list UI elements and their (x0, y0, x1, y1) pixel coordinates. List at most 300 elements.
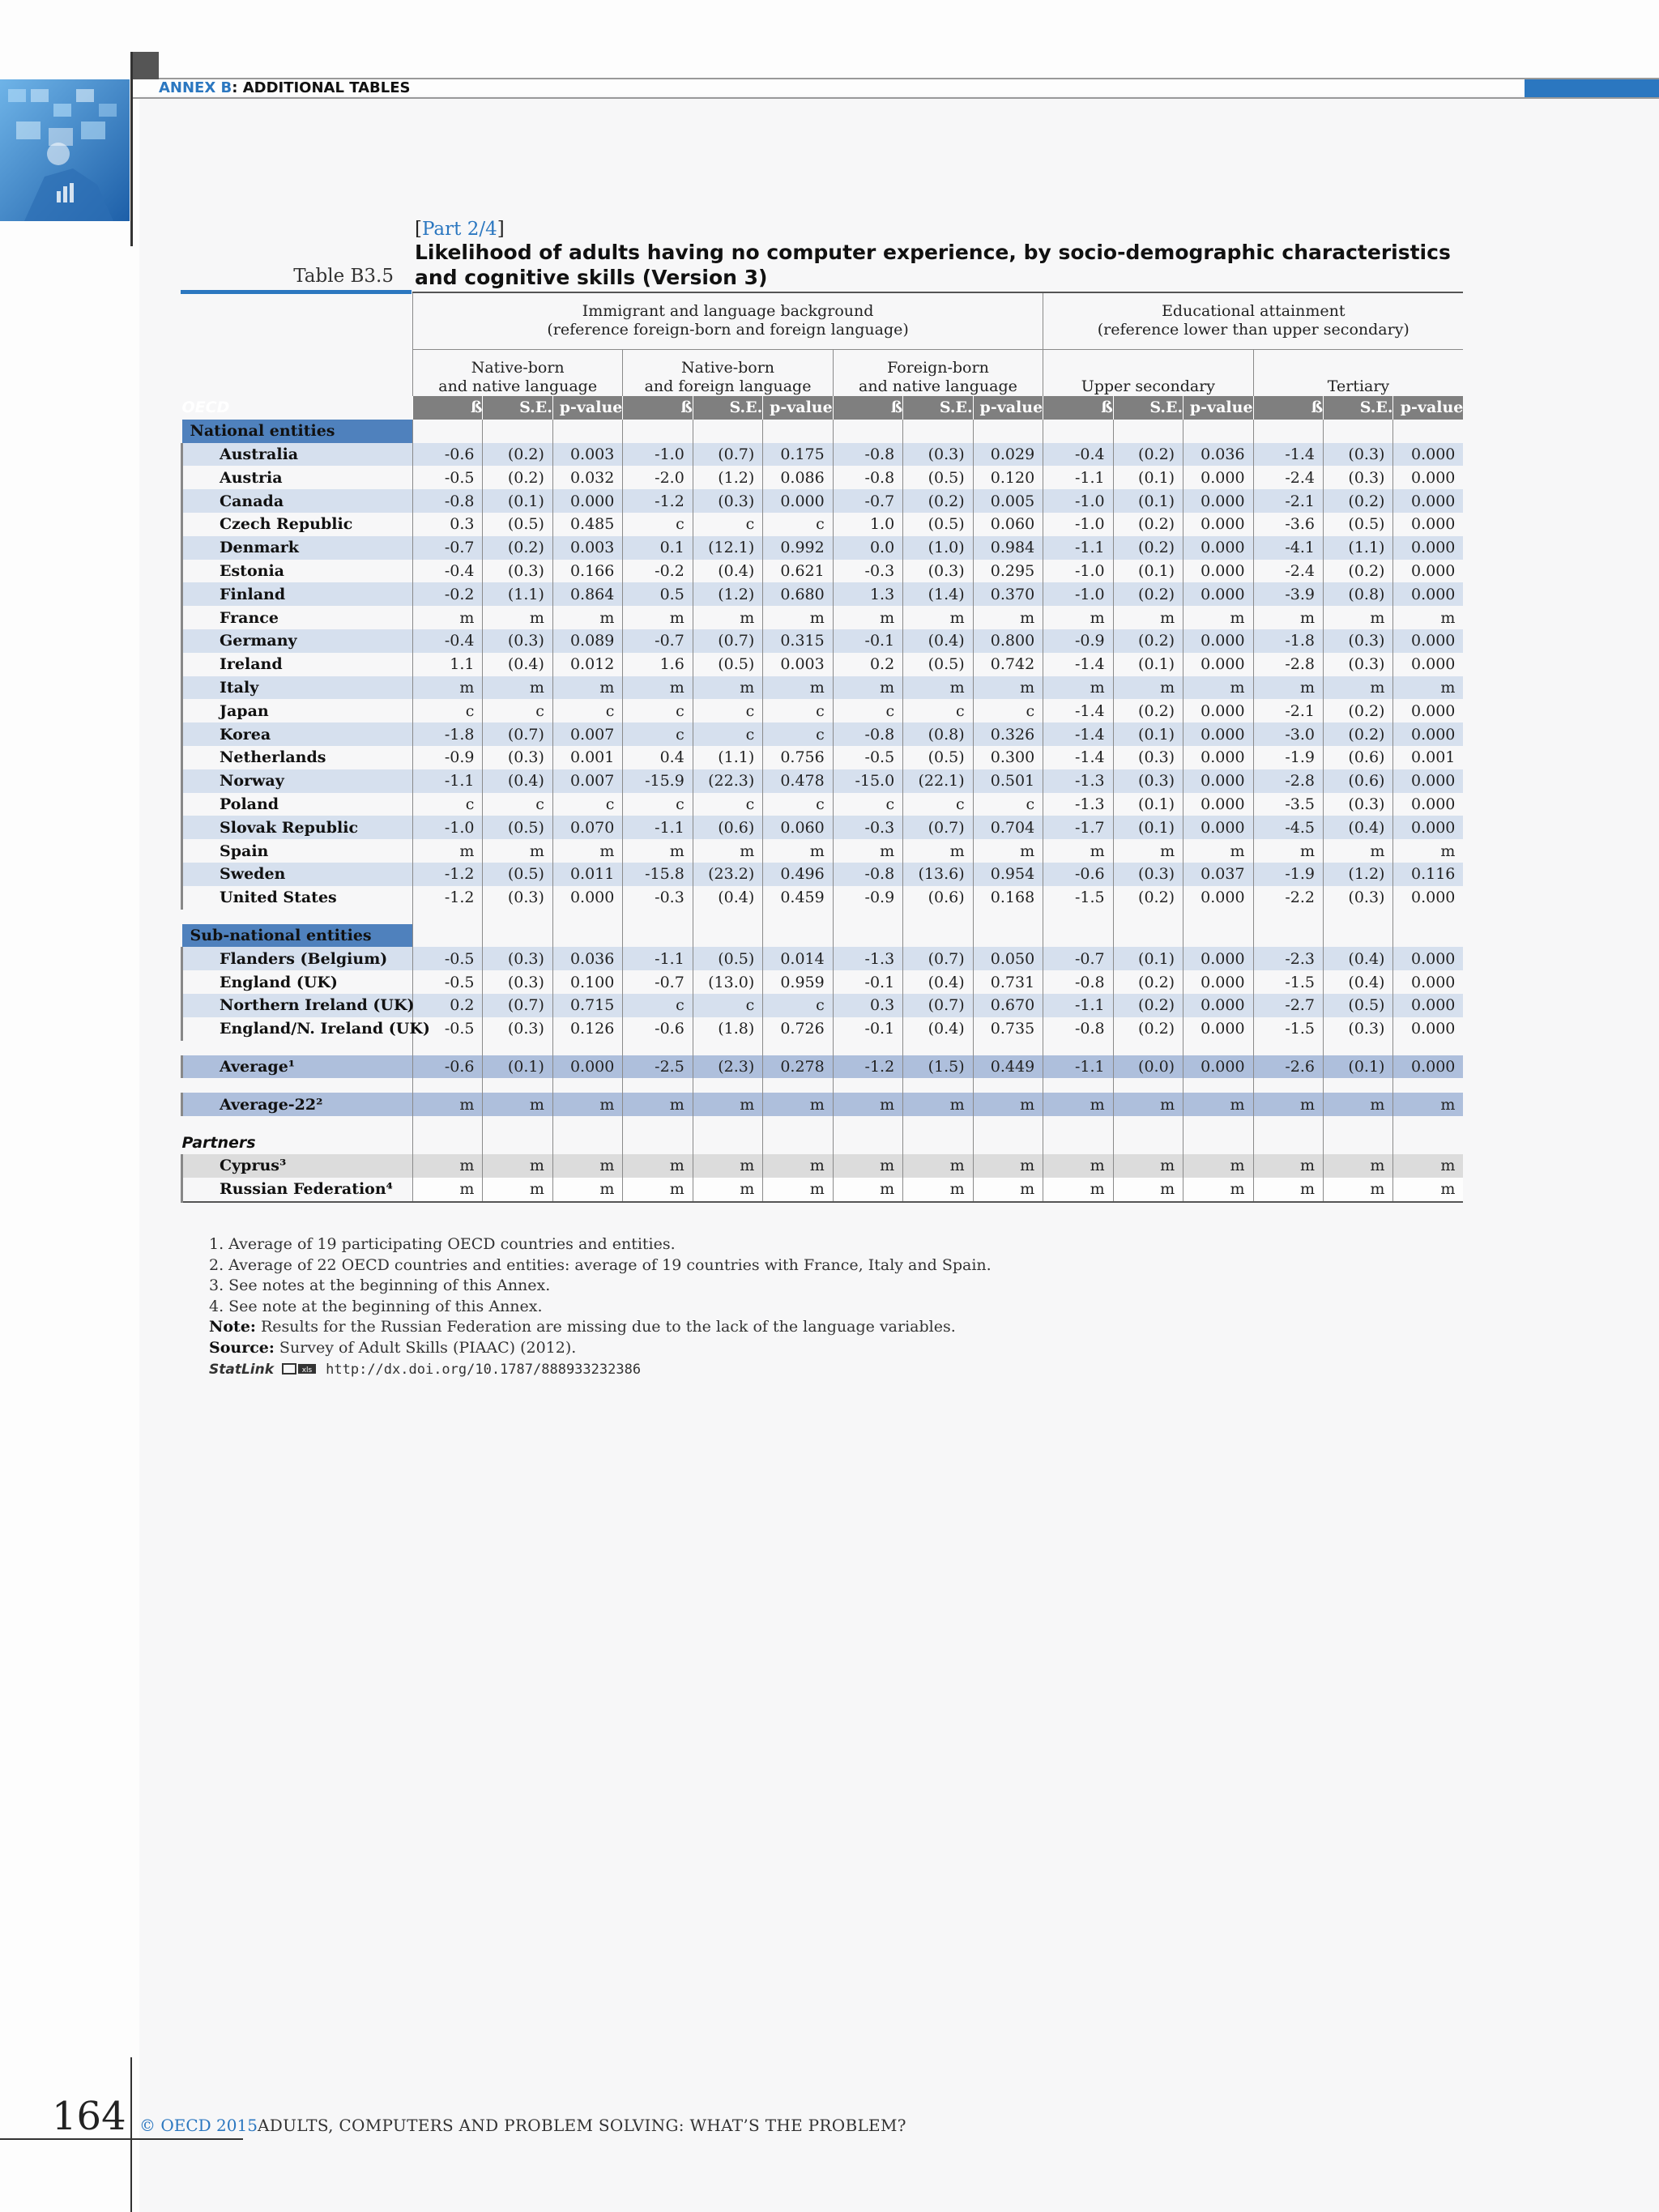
empty-cell (1253, 1131, 1323, 1154)
data-cell: m (1393, 1154, 1463, 1178)
data-cell: 0.000 (1183, 489, 1253, 513)
data-cell: (1.2) (1324, 863, 1393, 886)
data-cell: (0.2) (1324, 560, 1393, 583)
empty-cell (1113, 420, 1183, 443)
data-cell: (0.5) (483, 863, 552, 886)
column-header-se: S.E. (903, 396, 973, 420)
data-cell: 0.315 (763, 629, 833, 653)
subgroup-native-native (413, 349, 623, 396)
data-cell: 0.000 (1393, 536, 1463, 560)
data-cell: m (973, 839, 1043, 863)
data-cell: m (1253, 1178, 1323, 1202)
data-cell: -0.5 (833, 746, 902, 769)
data-cell: (1.2) (693, 466, 762, 489)
data-cell: 0.000 (1393, 1017, 1463, 1041)
spacer-cell (693, 910, 762, 924)
empty-cell (693, 1131, 762, 1154)
data-cell: m (1183, 1178, 1253, 1202)
spacer-cell (1253, 910, 1323, 924)
table-row (182, 1154, 1464, 1178)
empty-cell (623, 420, 693, 443)
data-cell: m (1393, 1093, 1463, 1116)
data-cell: 0.007 (552, 722, 622, 746)
data-cell: -1.5 (1043, 886, 1113, 910)
table-row (182, 676, 1464, 700)
spacer-cell (1253, 1078, 1323, 1093)
data-cell: 0.000 (552, 1055, 622, 1079)
table-row (182, 947, 1464, 970)
spacer-cell (693, 1078, 762, 1093)
data-cell: 0.000 (763, 489, 833, 513)
table-row (182, 443, 1464, 467)
data-cell: -0.8 (833, 466, 902, 489)
spacer-cell (413, 910, 483, 924)
data-cell: 0.000 (1183, 994, 1253, 1017)
data-cell: (0.8) (903, 722, 973, 746)
data-cell: 0.036 (552, 947, 622, 970)
column-header-beta: ß (833, 396, 902, 420)
data-cell: (0.5) (1324, 994, 1393, 1017)
data-cell: 0.954 (973, 863, 1043, 886)
data-cell: 0.959 (763, 970, 833, 994)
data-cell: c (552, 793, 622, 816)
data-cell: (0.1) (483, 1055, 552, 1079)
data-cell: c (903, 699, 973, 722)
empty-cell (483, 420, 552, 443)
data-cell: 0.116 (1393, 863, 1463, 886)
table-row (182, 1055, 1464, 1079)
data-cell: -2.4 (1253, 466, 1323, 489)
data-cell: -0.1 (833, 970, 902, 994)
empty-cell (1393, 924, 1463, 948)
statlink-url[interactable]: http://dx.doi.org/10.1787/888933232386 (326, 1361, 642, 1378)
data-cell: 0.000 (1183, 629, 1253, 653)
data-cell: (13.6) (903, 863, 973, 886)
data-cell: 0.060 (763, 816, 833, 839)
spacer-cell (1183, 910, 1253, 924)
data-cell: m (623, 839, 693, 863)
data-cell: 0.012 (552, 653, 622, 676)
spacer-cell (623, 1078, 693, 1093)
data-cell: m (483, 606, 552, 629)
table-row (182, 699, 1464, 722)
data-cell: (0.3) (483, 746, 552, 769)
spacer-cell (1393, 1041, 1463, 1055)
note-text: Results for the Russian Federation are missing due to the lack of the language variables. (255, 1318, 956, 1336)
empty-cell (1393, 420, 1463, 443)
page-number: 164 (52, 2094, 126, 2139)
data-cell: c (903, 793, 973, 816)
data-cell: m (763, 676, 833, 700)
note-4: 4. See note at the beginning of this Annex. (209, 1297, 543, 1315)
data-cell: -1.1 (1043, 536, 1113, 560)
data-cell: (22.1) (903, 769, 973, 793)
data-cell: -0.8 (1043, 1017, 1113, 1041)
data-cell: c (552, 699, 622, 722)
data-cell: m (1253, 1154, 1323, 1178)
table-row (182, 1017, 1464, 1041)
data-cell: (0.1) (1113, 947, 1183, 970)
data-cell: -0.6 (1043, 863, 1113, 886)
data-cell: 0.000 (1393, 722, 1463, 746)
data-cell: c (693, 513, 762, 536)
data-cell: -2.8 (1253, 769, 1323, 793)
data-cell: (1.1) (693, 746, 762, 769)
row-label: Australia (182, 443, 413, 467)
data-cell: m (1043, 839, 1113, 863)
data-cell: 0.000 (1393, 793, 1463, 816)
data-cell: m (833, 1178, 902, 1202)
data-cell: 0.000 (1183, 513, 1253, 536)
data-cell: m (833, 839, 902, 863)
data-cell: (0.2) (1113, 536, 1183, 560)
data-cell: m (483, 1093, 552, 1116)
data-cell: 0.000 (1393, 769, 1463, 793)
data-cell: 0.168 (973, 886, 1043, 910)
spacer-cell (1113, 1116, 1183, 1131)
data-cell: (0.1) (1113, 466, 1183, 489)
column-header-p: p-value (1183, 396, 1253, 420)
data-cell: m (552, 1154, 622, 1178)
data-cell: m (413, 1154, 483, 1178)
data-cell: -1.3 (1043, 793, 1113, 816)
data-cell: -0.3 (833, 816, 902, 839)
data-cell: 0.670 (973, 994, 1043, 1017)
data-cell: -0.9 (1043, 629, 1113, 653)
column-header-beta: ß (623, 396, 693, 420)
data-cell: -1.1 (1043, 994, 1113, 1017)
column-header-p: p-value (973, 396, 1043, 420)
subgroup-upper-secondary (1043, 349, 1253, 396)
data-cell: (0.2) (483, 466, 552, 489)
note-1: 1. Average of 19 participating OECD countries and entities. (209, 1235, 676, 1253)
data-cell: -1.8 (1253, 629, 1323, 653)
data-cell: m (833, 676, 902, 700)
table-row (182, 1178, 1464, 1202)
data-cell: 0.029 (973, 443, 1043, 467)
data-cell: 0.166 (552, 560, 622, 583)
spacer-cell (763, 910, 833, 924)
data-cell: c (693, 793, 762, 816)
data-cell: (0.4) (693, 560, 762, 583)
data-cell: c (623, 699, 693, 722)
data-cell: -1.3 (833, 947, 902, 970)
data-cell: (0.1) (1113, 653, 1183, 676)
data-cell: -1.1 (1043, 1055, 1113, 1079)
data-cell: m (483, 1154, 552, 1178)
data-cell: -1.0 (623, 443, 693, 467)
table-row (182, 793, 1464, 816)
data-cell: (0.3) (1113, 769, 1183, 793)
data-cell: m (1253, 676, 1323, 700)
data-cell: 0.014 (763, 947, 833, 970)
empty-cell (1043, 1131, 1113, 1154)
data-cell: (0.1) (1113, 560, 1183, 583)
data-cell: 0.478 (763, 769, 833, 793)
partners-label: Partners (181, 1133, 256, 1152)
spacer-cell (1393, 910, 1463, 924)
spacer-cell (693, 1041, 762, 1055)
empty-cell (623, 924, 693, 948)
data-cell: 0.000 (1183, 536, 1253, 560)
data-cell: 0.2 (833, 653, 902, 676)
data-cell: 0.680 (763, 582, 833, 606)
column-header-se: S.E. (693, 396, 762, 420)
data-cell: m (1043, 1154, 1113, 1178)
data-cell: m (552, 1093, 622, 1116)
data-cell: (0.0) (1113, 1055, 1183, 1079)
data-cell: m (1113, 1178, 1183, 1202)
spacer-cell (1043, 1116, 1113, 1131)
spacer-cell (182, 1116, 413, 1131)
data-cell: (0.5) (483, 513, 552, 536)
data-cell: 1.3 (833, 582, 902, 606)
data-cell: -0.8 (833, 863, 902, 886)
data-cell: (0.3) (1324, 443, 1393, 467)
subgroup-foreign-native-line2: and native language (859, 377, 1017, 395)
data-cell: 0.2 (413, 994, 483, 1017)
spacer-cell (483, 910, 552, 924)
data-cell: -15.0 (833, 769, 902, 793)
part-indicator (415, 219, 505, 240)
spacer-cell (1393, 1078, 1463, 1093)
empty-cell (833, 1131, 902, 1154)
data-cell: 0.005 (973, 489, 1043, 513)
data-cell: m (1393, 606, 1463, 629)
data-cell: (0.3) (483, 629, 552, 653)
data-cell: m (833, 606, 902, 629)
header-decorative-image (0, 79, 130, 221)
data-cell: 1.1 (413, 653, 483, 676)
data-cell: (0.3) (1324, 793, 1393, 816)
data-cell: -15.8 (623, 863, 693, 886)
data-cell: -0.4 (413, 629, 483, 653)
data-cell: m (623, 1154, 693, 1178)
data-cell: 0.036 (1183, 443, 1253, 467)
empty-cell (973, 420, 1043, 443)
data-cell: m (1043, 1178, 1113, 1202)
empty-cell (1253, 924, 1323, 948)
part-bracket-close: ] (497, 219, 505, 240)
data-cell: -3.9 (1253, 582, 1323, 606)
data-cell: m (1113, 1093, 1183, 1116)
table-notes (209, 1234, 992, 1380)
empty-cell (552, 1131, 622, 1154)
data-cell: 0.000 (1183, 582, 1253, 606)
data-cell: m (1324, 1154, 1393, 1178)
data-table (181, 292, 1463, 1203)
spacer-cell (833, 910, 902, 924)
data-cell: (0.5) (1324, 513, 1393, 536)
data-cell: m (693, 606, 762, 629)
data-cell: m (973, 1154, 1043, 1178)
data-cell: (0.5) (903, 466, 973, 489)
spacer-cell (903, 910, 973, 924)
data-cell: m (552, 1178, 622, 1202)
data-cell: (0.2) (1113, 699, 1183, 722)
data-cell: (0.2) (1324, 489, 1393, 513)
data-cell: -0.8 (833, 443, 902, 467)
data-cell: (0.4) (903, 970, 973, 994)
spacer-cell (552, 1078, 622, 1093)
data-cell: 0.007 (552, 769, 622, 793)
spacer-cell (413, 1078, 483, 1093)
data-cell: m (1393, 839, 1463, 863)
data-cell: m (763, 606, 833, 629)
annex-suffix: : ADDITIONAL TABLES (232, 79, 411, 96)
data-cell: -1.0 (413, 816, 483, 839)
data-cell: -1.5 (1253, 970, 1323, 994)
data-cell: (0.7) (903, 816, 973, 839)
data-cell: m (973, 1093, 1043, 1116)
row-label: Slovak Republic (182, 816, 413, 839)
data-cell: (0.4) (1324, 816, 1393, 839)
data-table-container (181, 292, 1462, 1203)
table-row (182, 886, 1464, 910)
data-cell: (0.2) (1113, 886, 1183, 910)
spacer-cell (1113, 1041, 1183, 1055)
empty-cell (763, 924, 833, 948)
row-label: Denmark (182, 536, 413, 560)
spacer-cell (182, 910, 413, 924)
data-cell: m (903, 606, 973, 629)
spacer-cell (182, 1078, 413, 1093)
data-cell: (1.1) (483, 582, 552, 606)
empty-cell (763, 1131, 833, 1154)
data-cell: m (1113, 676, 1183, 700)
data-cell: 0.000 (1393, 443, 1463, 467)
data-cell: c (763, 793, 833, 816)
spacer-cell (973, 1078, 1043, 1093)
row-label: Average-22² (182, 1093, 413, 1116)
data-cell: (0.5) (483, 816, 552, 839)
data-cell: 0.000 (1393, 699, 1463, 722)
data-cell: 0.864 (552, 582, 622, 606)
spacer-cell (693, 1116, 762, 1131)
empty-cell (1113, 924, 1183, 948)
spacer-cell (1324, 1041, 1393, 1055)
column-header-p: p-value (763, 396, 833, 420)
data-cell: -2.3 (1253, 947, 1323, 970)
row-label: Korea (182, 722, 413, 746)
data-cell: m (763, 1178, 833, 1202)
spacer-cell (1393, 1116, 1463, 1131)
data-cell: (0.4) (1324, 947, 1393, 970)
data-cell: -0.3 (623, 886, 693, 910)
spacer-cell (552, 1041, 622, 1055)
data-cell: m (1113, 1154, 1183, 1178)
table-row (182, 489, 1464, 513)
data-cell: (0.5) (693, 653, 762, 676)
spacer-cell (1324, 1116, 1393, 1131)
footer-vertical-rule (130, 2057, 132, 2212)
data-cell: (0.3) (903, 443, 973, 467)
data-cell: -1.1 (623, 816, 693, 839)
data-cell: 0.000 (1183, 947, 1253, 970)
spacer-cell (1324, 1078, 1393, 1093)
data-cell: -1.5 (1253, 1017, 1323, 1041)
data-cell: 0.485 (552, 513, 622, 536)
data-cell: -0.6 (413, 1055, 483, 1079)
data-cell: -2.6 (1253, 1055, 1323, 1079)
source-line (209, 1338, 992, 1359)
data-cell: m (973, 1178, 1043, 1202)
data-cell: (1.1) (1324, 536, 1393, 560)
data-cell: m (413, 1093, 483, 1116)
data-cell: m (623, 1178, 693, 1202)
data-cell: (0.6) (1324, 746, 1393, 769)
header-corner-block (130, 52, 159, 79)
data-cell: (0.4) (903, 1017, 973, 1041)
data-cell: -0.2 (623, 560, 693, 583)
spacer-cell (483, 1041, 552, 1055)
data-cell: (0.3) (483, 947, 552, 970)
data-cell: (0.6) (903, 886, 973, 910)
data-cell: (1.2) (693, 582, 762, 606)
data-cell: m (623, 1093, 693, 1116)
data-cell: 0.735 (973, 1017, 1043, 1041)
annex-label: ANNEX B (159, 79, 232, 96)
data-cell: 0.000 (1183, 560, 1253, 583)
empty-cell (552, 924, 622, 948)
data-cell: 0.800 (973, 629, 1043, 653)
data-cell: (0.1) (1113, 793, 1183, 816)
data-cell: 0.501 (973, 769, 1043, 793)
data-cell: 0.000 (1393, 1055, 1463, 1079)
national-entities-label-row (182, 420, 1464, 443)
spacer-cell (1253, 1041, 1323, 1055)
data-cell: (12.1) (693, 536, 762, 560)
data-cell: (0.3) (1324, 886, 1393, 910)
data-cell: -3.6 (1253, 513, 1323, 536)
data-cell: 0.715 (552, 994, 622, 1017)
data-cell: c (483, 699, 552, 722)
data-cell: m (763, 1093, 833, 1116)
empty-cell (973, 1131, 1043, 1154)
subgroup-native-native-line2: and native language (438, 377, 598, 395)
empty-cell (1393, 1131, 1463, 1154)
data-cell: 0.070 (552, 816, 622, 839)
data-cell: 0.000 (1183, 886, 1253, 910)
data-cell: (0.3) (1324, 1017, 1393, 1041)
data-cell: 0.086 (763, 466, 833, 489)
spacer-cell (483, 1078, 552, 1093)
data-cell: (0.2) (1113, 994, 1183, 1017)
data-cell: 0.000 (1393, 489, 1463, 513)
table-row (182, 970, 1464, 994)
spacer-cell (623, 910, 693, 924)
data-cell: (0.3) (1113, 863, 1183, 886)
empty-cell (623, 1131, 693, 1154)
group-immigrant-header (413, 292, 1043, 349)
data-cell: m (973, 676, 1043, 700)
table-row (182, 653, 1464, 676)
table-row (182, 466, 1464, 489)
spacer-cell (903, 1041, 973, 1055)
row-label: Norway (182, 769, 413, 793)
row-label: Italy (182, 676, 413, 700)
data-cell: 0.003 (552, 443, 622, 467)
data-cell: (0.1) (1113, 489, 1183, 513)
spacer-cell (1043, 910, 1113, 924)
spacer-cell (1253, 1116, 1323, 1131)
data-cell: (0.6) (1324, 769, 1393, 793)
footer-book-title: ADULTS, COMPUTERS AND PROBLEM SOLVING: WHAT’S THE PROBLEM? (258, 2116, 906, 2135)
data-cell: 0.000 (1183, 466, 1253, 489)
data-cell: (0.5) (693, 947, 762, 970)
data-cell: 0.037 (1183, 863, 1253, 886)
table-row (182, 560, 1464, 583)
